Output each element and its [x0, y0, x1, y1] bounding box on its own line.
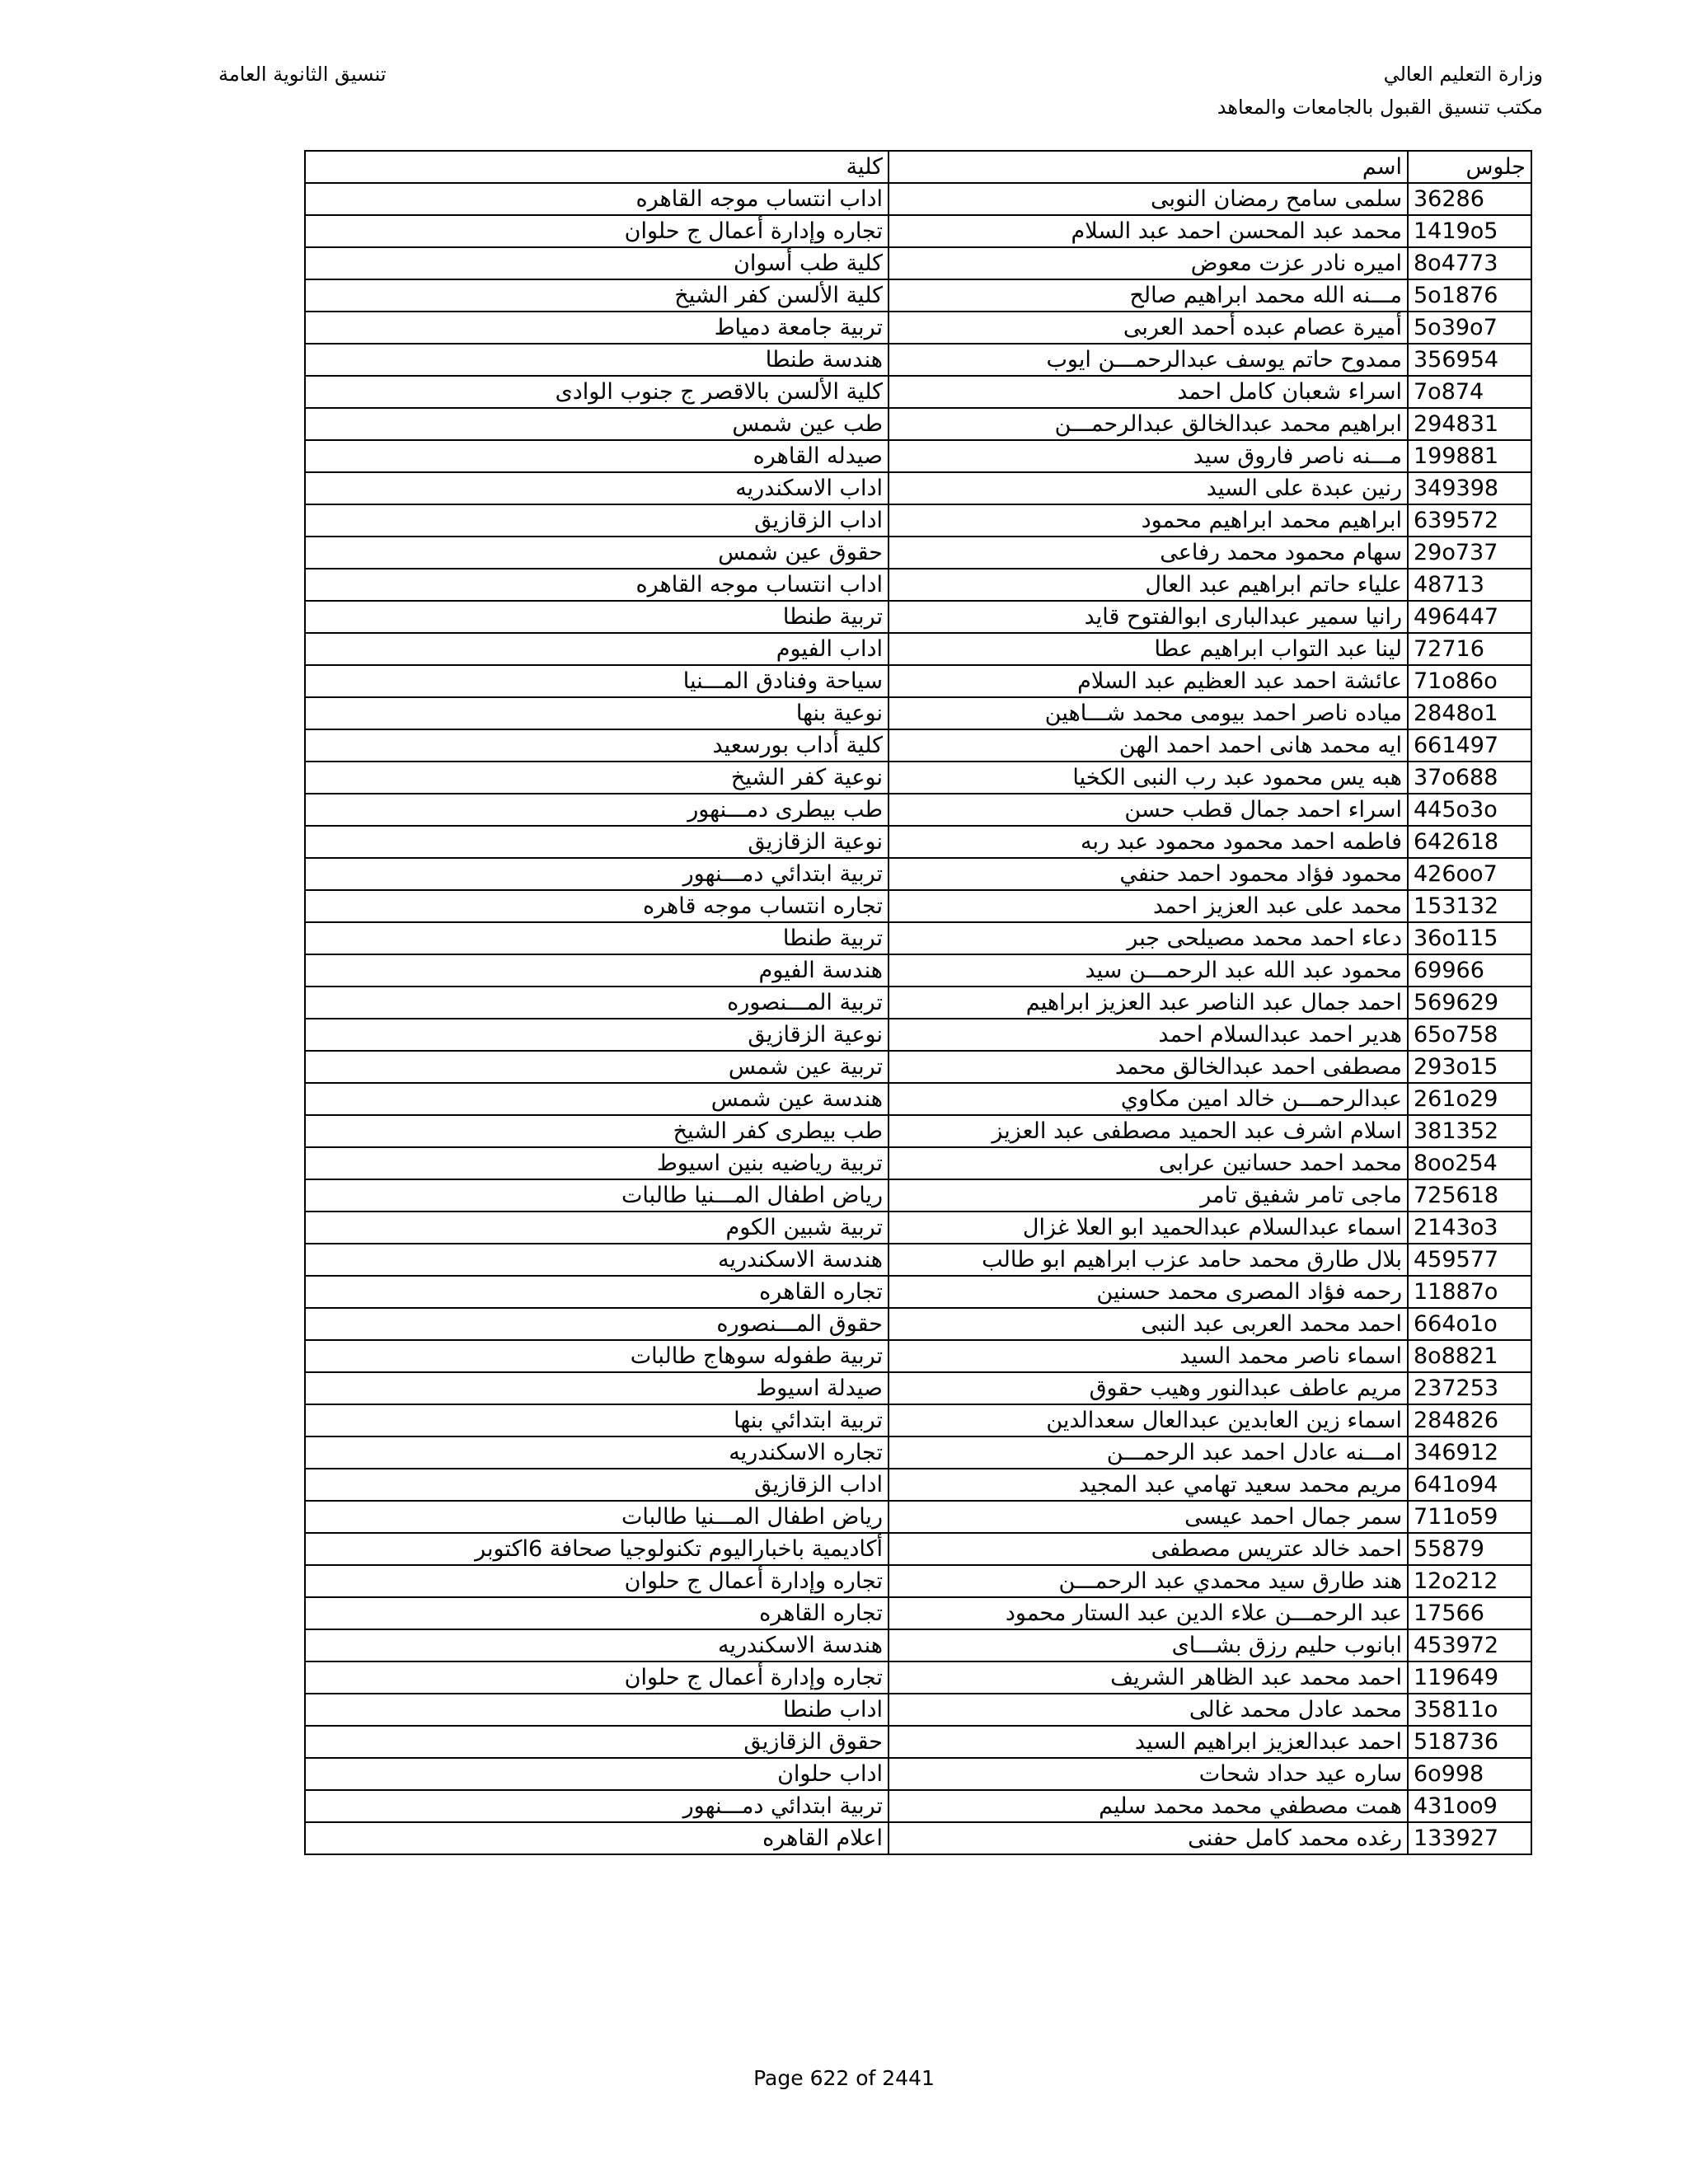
table-row: [305, 794, 1531, 826]
table-row: [305, 1404, 1531, 1436]
college-cell: أكاديمية باخباراليوم تكنولوجيا صحافة 6اكتوبر: [305, 1533, 889, 1565]
seat-number-cell: 356954: [1408, 344, 1531, 376]
column-header-name: اسم: [889, 151, 1408, 183]
student-name-cell: بلال طارق محمد حامد عزب ابراهيم ابو طالب: [889, 1244, 1408, 1276]
ministry-title: وزارة التعليم العالي: [1383, 63, 1543, 86]
table-row: [305, 537, 1531, 569]
student-name-cell: ساره عيد حداد شحات: [889, 1758, 1408, 1790]
student-name-cell: همت مصطفي محمد محمد سليم: [889, 1790, 1408, 1822]
student-name-cell: احمد محمد العربى عبد النبى: [889, 1308, 1408, 1340]
seat-number-cell: 293o15: [1408, 1051, 1531, 1083]
student-name-cell: سهام محمود محمد رفاعى: [889, 537, 1408, 569]
student-name-cell: احمد جمال عبد الناصر عبد العزيز ابراهيم: [889, 987, 1408, 1019]
seat-number-cell: 261o29: [1408, 1083, 1531, 1115]
college-cell: اداب الاسكندريه: [305, 472, 889, 504]
college-cell: كلية أداب بورسعيد: [305, 729, 889, 762]
college-cell: هندسة الاسكندريه: [305, 1244, 889, 1276]
college-cell: رياض اطفال المـــنيا طالبات: [305, 1179, 889, 1212]
student-name-cell: رانيا سمير عبدالبارى ابوالفتوح قايد: [889, 601, 1408, 633]
college-cell: تربية المـــنصوره: [305, 987, 889, 1019]
college-cell: هندسة الاسكندريه: [305, 1629, 889, 1661]
student-name-cell: محمد عبد المحسن احمد عبد السلام: [889, 215, 1408, 247]
table-row: [305, 1758, 1531, 1790]
table-row: [305, 954, 1531, 987]
seat-number-cell: 65o758: [1408, 1019, 1531, 1051]
college-cell: هندسة عين شمس: [305, 1083, 889, 1115]
seat-number-cell: 8o4773: [1408, 247, 1531, 279]
table-row: [305, 826, 1531, 858]
student-name-cell: اميره نادر عزت معوض: [889, 247, 1408, 279]
college-cell: اداب انتساب موجه القاهره: [305, 569, 889, 601]
student-name-cell: ممدوح حاتم يوسف عبدالرحمـــن ايوب: [889, 344, 1408, 376]
student-name-cell: عائشة احمد عبد العظيم عبد السلام: [889, 665, 1408, 697]
college-cell: تربية رياضيه بنين اسيوط: [305, 1147, 889, 1179]
college-cell: تربية طنطا: [305, 601, 889, 633]
seat-number-cell: 453972: [1408, 1629, 1531, 1661]
college-cell: هندسة طنطا: [305, 344, 889, 376]
student-name-cell: مـــنه الله محمد ابراهيم صالح: [889, 279, 1408, 312]
seat-number-cell: 153132: [1408, 890, 1531, 922]
table-row: [305, 1790, 1531, 1822]
table-row: [305, 1372, 1531, 1404]
student-name-cell: سلمى سامح رمضان النوبى: [889, 183, 1408, 215]
student-name-cell: محمد على عبد العزيز احمد: [889, 890, 1408, 922]
table-row: [305, 1051, 1531, 1083]
college-cell: طب بيطرى دمـــنهور: [305, 794, 889, 826]
college-cell: تربية جامعة دمياط: [305, 312, 889, 344]
student-name-cell: محمود فؤاد محمود احمد حنفي: [889, 858, 1408, 890]
table-row: [305, 633, 1531, 665]
student-name-cell: سمر جمال احمد عيسى: [889, 1501, 1408, 1533]
table-row: [305, 1597, 1531, 1629]
seat-number-cell: 48713: [1408, 569, 1531, 601]
seat-number-cell: 11887o: [1408, 1276, 1531, 1308]
table-row: [305, 1147, 1531, 1179]
table-row: [305, 922, 1531, 954]
table-row: [305, 183, 1531, 215]
seat-number-cell: 5o1876: [1408, 279, 1531, 312]
office-title: مكتب تنسيق القبول بالجامعات والمعاهد: [1217, 96, 1543, 119]
table-row: [305, 312, 1531, 344]
seat-number-cell: 664o1o: [1408, 1308, 1531, 1340]
seat-number-cell: 12o212: [1408, 1565, 1531, 1597]
college-cell: اداب حلوان: [305, 1758, 889, 1790]
student-name-cell: فاطمه احمد محمود محمود عبد ربه: [889, 826, 1408, 858]
table-row: [305, 1019, 1531, 1051]
seat-number-cell: 237253: [1408, 1372, 1531, 1404]
college-cell: كلية الألسن كفر الشيخ: [305, 279, 889, 312]
student-name-cell: مريم محمد سعيد تهامي عبد المجيد: [889, 1469, 1408, 1501]
table-row: [305, 1629, 1531, 1661]
table-header-row: [305, 151, 1531, 183]
college-cell: هندسة الفيوم: [305, 954, 889, 987]
seat-number-cell: 445o3o: [1408, 794, 1531, 826]
table-row: [305, 1565, 1531, 1597]
table-row: [305, 1083, 1531, 1115]
column-header-college: كلية: [305, 151, 889, 183]
student-name-cell: هبه يس محمود عبد رب النبى الكخيا: [889, 762, 1408, 794]
college-cell: نوعية الزقازيق: [305, 1019, 889, 1051]
seat-number-cell: 569629: [1408, 987, 1531, 1019]
seat-number-cell: 641o94: [1408, 1469, 1531, 1501]
seat-number-cell: 661497: [1408, 729, 1531, 762]
table-row: [305, 247, 1531, 279]
table-row: [305, 1436, 1531, 1469]
seat-number-cell: 7o874: [1408, 376, 1531, 408]
student-name-cell: هدير احمد عبدالسلام احمد: [889, 1019, 1408, 1051]
college-cell: تربية طنطا: [305, 922, 889, 954]
seat-number-cell: 496447: [1408, 601, 1531, 633]
college-cell: تربية عين شمس: [305, 1051, 889, 1083]
results-table-body: [305, 151, 1531, 1854]
college-cell: صيدله القاهره: [305, 440, 889, 472]
table-row: [305, 1661, 1531, 1694]
page-number: Page 622 of 2441: [753, 2066, 935, 2090]
seat-number-cell: 8o8821: [1408, 1340, 1531, 1372]
table-row: [305, 1469, 1531, 1501]
seat-number-cell: 711o59: [1408, 1501, 1531, 1533]
table-row: [305, 1276, 1531, 1308]
seat-number-cell: 459577: [1408, 1244, 1531, 1276]
seat-number-cell: 71o86o: [1408, 665, 1531, 697]
college-cell: تجاره القاهره: [305, 1276, 889, 1308]
college-cell: كلية طب أسوان: [305, 247, 889, 279]
table-row: [305, 344, 1531, 376]
college-cell: تجاره الاسكندريه: [305, 1436, 889, 1469]
college-cell: اداب انتساب موجه القاهره: [305, 183, 889, 215]
table-row: [305, 1179, 1531, 1212]
student-name-cell: مياده ناصر احمد بيومى محمد شـــاهين: [889, 697, 1408, 729]
table-row: [305, 987, 1531, 1019]
student-name-cell: هند طارق سيد محمدي عبد الرحمـــن: [889, 1565, 1408, 1597]
college-cell: صيدلة اسيوط: [305, 1372, 889, 1404]
table-row: [305, 1308, 1531, 1340]
table-row: [305, 1822, 1531, 1854]
student-name-cell: محمد احمد حسانين عرابى: [889, 1147, 1408, 1179]
seat-number-cell: 29o737: [1408, 537, 1531, 569]
seat-number-cell: 119649: [1408, 1661, 1531, 1694]
table-row: [305, 858, 1531, 890]
seat-number-cell: 35811o: [1408, 1694, 1531, 1726]
seat-number-cell: 2848o1: [1408, 697, 1531, 729]
college-cell: حقوق الزقازيق: [305, 1726, 889, 1758]
column-header-seat: جلوس: [1408, 151, 1531, 183]
student-name-cell: عبد الرحمـــن علاء الدين عبد الستار محمود: [889, 1597, 1408, 1629]
student-name-cell: اسراء شعبان كامل احمد: [889, 376, 1408, 408]
college-cell: رياض اطفال المـــنيا طالبات: [305, 1501, 889, 1533]
college-cell: تربية شبين الكوم: [305, 1212, 889, 1244]
college-cell: اداب الزقازيق: [305, 1469, 889, 1501]
table-row: [305, 472, 1531, 504]
student-name-cell: اسراء احمد جمال قطب حسن: [889, 794, 1408, 826]
student-name-cell: مريم عاطف عبدالنور وهيب حقوق: [889, 1372, 1408, 1404]
seat-number-cell: 431oo9: [1408, 1790, 1531, 1822]
college-cell: نوعية الزقازيق: [305, 826, 889, 858]
table-row: [305, 601, 1531, 633]
seat-number-cell: 639572: [1408, 504, 1531, 537]
seat-number-cell: 36286: [1408, 183, 1531, 215]
student-name-cell: رغده محمد كامل حفنى: [889, 1822, 1408, 1854]
seat-number-cell: 381352: [1408, 1115, 1531, 1147]
college-cell: تجاره انتساب موجه قاهره: [305, 890, 889, 922]
student-name-cell: احمد عبدالعزيز ابراهيم السيد: [889, 1726, 1408, 1758]
student-name-cell: اسماء ناصر محمد السيد: [889, 1340, 1408, 1372]
seat-number-cell: 1419o5: [1408, 215, 1531, 247]
table-row: [305, 376, 1531, 408]
seat-number-cell: 642618: [1408, 826, 1531, 858]
seat-number-cell: 725618: [1408, 1179, 1531, 1212]
table-row: [305, 665, 1531, 697]
student-name-cell: علياء حاتم ابراهيم عبد العال: [889, 569, 1408, 601]
student-name-cell: اسماء زين العابدين عبدالعال سعدالدين: [889, 1404, 1408, 1436]
seat-number-cell: 8oo254: [1408, 1147, 1531, 1179]
college-cell: تجاره القاهره: [305, 1597, 889, 1629]
student-name-cell: ايه محمد هانى احمد احمد الهن: [889, 729, 1408, 762]
seat-number-cell: 426oo7: [1408, 858, 1531, 890]
table-row: [305, 215, 1531, 247]
seat-number-cell: 37o688: [1408, 762, 1531, 794]
table-row: [305, 1212, 1531, 1244]
college-cell: تربية ابتدائي بنها: [305, 1404, 889, 1436]
student-name-cell: عبدالرحمـــن خالد امين مكاوي: [889, 1083, 1408, 1115]
college-cell: تجاره وإدارة أعمال ج حلوان: [305, 1661, 889, 1694]
college-cell: تربية ابتدائي دمـــنهور: [305, 1790, 889, 1822]
document-title: تنسيق الثانوية العامة: [218, 63, 387, 86]
seat-number-cell: 72716: [1408, 633, 1531, 665]
table-row: [305, 1340, 1531, 1372]
college-cell: سياحة وفنادق المـــنيا: [305, 665, 889, 697]
table-row: [305, 1533, 1531, 1565]
student-name-cell: ابراهيم محمد ابراهيم محمود: [889, 504, 1408, 537]
table-row: [305, 1694, 1531, 1726]
seat-number-cell: 294831: [1408, 408, 1531, 440]
college-cell: تجاره وإدارة أعمال ج حلوان: [305, 1565, 889, 1597]
seat-number-cell: 36o115: [1408, 922, 1531, 954]
student-name-cell: اسلام اشرف عبد الحميد مصطفى عبد العزيز: [889, 1115, 1408, 1147]
college-cell: اعلام القاهره: [305, 1822, 889, 1854]
table-row: [305, 729, 1531, 762]
student-name-cell: ابانوب حليم رزق بشـــاى: [889, 1629, 1408, 1661]
student-name-cell: محمود عبد الله عبد الرحمـــن سيد: [889, 954, 1408, 987]
college-cell: طب عين شمس: [305, 408, 889, 440]
student-name-cell: ماجى تامر شفيق تامر: [889, 1179, 1408, 1212]
table-row: [305, 762, 1531, 794]
seat-number-cell: 133927: [1408, 1822, 1531, 1854]
table-row: [305, 569, 1531, 601]
seat-number-cell: 349398: [1408, 472, 1531, 504]
student-name-cell: اسماء عبدالسلام عبدالحميد ابو العلا غزال: [889, 1212, 1408, 1244]
student-name-cell: لينا عبد التواب ابراهيم عطا: [889, 633, 1408, 665]
seat-number-cell: 5o39o7: [1408, 312, 1531, 344]
table-row: [305, 504, 1531, 537]
seat-number-cell: 284826: [1408, 1404, 1531, 1436]
student-name-cell: امـــنه عادل احمد عبد الرحمـــن: [889, 1436, 1408, 1469]
college-cell: كلية الألسن بالاقصر ج جنوب الوادى: [305, 376, 889, 408]
college-cell: طب بيطرى كفر الشيخ: [305, 1115, 889, 1147]
table-row: [305, 1501, 1531, 1533]
seat-number-cell: 346912: [1408, 1436, 1531, 1469]
student-name-cell: احمد خالد عتريس مصطفى: [889, 1533, 1408, 1565]
student-name-cell: أميرة عصام عبده أحمد العربى: [889, 312, 1408, 344]
student-name-cell: ابراهيم محمد عبدالخالق عبدالرحمـــن: [889, 408, 1408, 440]
seat-number-cell: 55879: [1408, 1533, 1531, 1565]
table-row: [305, 408, 1531, 440]
college-cell: تربية ابتدائي دمـــنهور: [305, 858, 889, 890]
college-cell: حقوق المـــنصوره: [305, 1308, 889, 1340]
college-cell: اداب الزقازيق: [305, 504, 889, 537]
seat-number-cell: 199881: [1408, 440, 1531, 472]
seat-number-cell: 17566: [1408, 1597, 1531, 1629]
college-cell: نوعية بنها: [305, 697, 889, 729]
table-row: [305, 1244, 1531, 1276]
table-row: [305, 440, 1531, 472]
seat-number-cell: 518736: [1408, 1726, 1531, 1758]
college-cell: حقوق عين شمس: [305, 537, 889, 569]
college-cell: اداب الفيوم: [305, 633, 889, 665]
student-name-cell: مصطفى احمد عبدالخالق محمد: [889, 1051, 1408, 1083]
student-name-cell: مـــنه ناصر فاروق سيد: [889, 440, 1408, 472]
student-name-cell: دعاء احمد محمد مصيلحى جبر: [889, 922, 1408, 954]
seat-number-cell: 6o998: [1408, 1758, 1531, 1790]
table-row: [305, 697, 1531, 729]
student-name-cell: رحمه فؤاد المصرى محمد حسنين: [889, 1276, 1408, 1308]
college-cell: اداب طنطا: [305, 1694, 889, 1726]
college-cell: تجاره وإدارة أعمال ج حلوان: [305, 215, 889, 247]
table-row: [305, 1726, 1531, 1758]
student-name-cell: محمد عادل محمد غالى: [889, 1694, 1408, 1726]
seat-number-cell: 69966: [1408, 954, 1531, 987]
seat-number-cell: 2143o3: [1408, 1212, 1531, 1244]
table-row: [305, 1115, 1531, 1147]
college-cell: نوعية كفر الشيخ: [305, 762, 889, 794]
student-name-cell: رنين عبدة على السيد: [889, 472, 1408, 504]
results-table: [304, 150, 1532, 1855]
college-cell: تربية طفوله سوهاج طالبات: [305, 1340, 889, 1372]
student-name-cell: احمد محمد عبد الظاهر الشريف: [889, 1661, 1408, 1694]
table-row: [305, 890, 1531, 922]
table-row: [305, 279, 1531, 312]
